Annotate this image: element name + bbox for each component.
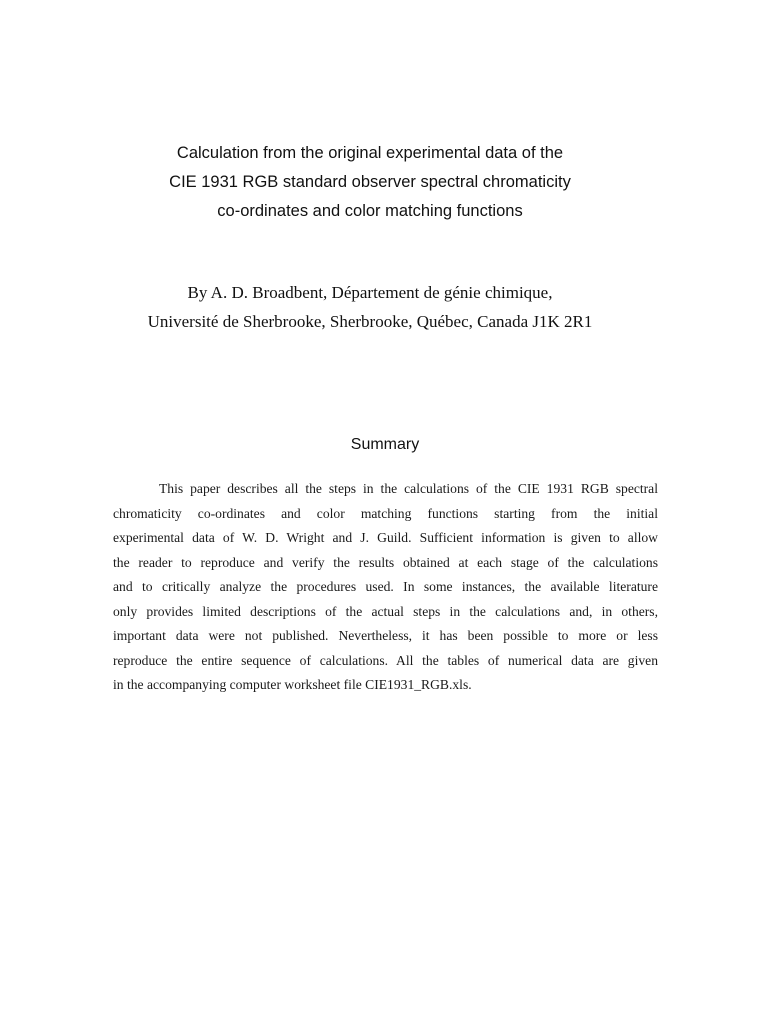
title-line-3: co-ordinates and color matching functions (217, 202, 523, 220)
summary-paragraph (113, 477, 658, 698)
summary-line: This paper describes all the steps in the calculations of the CIE 1931 RGB spectral (159, 481, 658, 496)
summary-line: important data were not published. Nevertheless, it has been possible to more or less (113, 628, 658, 643)
author-line-2: Université de Sherbrooke, Sherbrooke, Québec, Canada J1K 2R1 (147, 312, 593, 331)
summary-line: in the accompanying computer worksheet file CIE1931_RGB.xls. (113, 677, 472, 692)
paper-title (0, 139, 740, 226)
title-line-1: Calculation from the original experimental data of the (176, 144, 564, 162)
summary-line: only provides limited descriptions of the actual steps in the calculations and, in others, (113, 603, 658, 619)
author-line-1: By A. D. Broadbent, Département de génie chimique, (187, 283, 553, 302)
summary-line: reproduce the entire sequence of calculations. All the tables of numerical data are given (113, 652, 658, 668)
author-affiliation (0, 278, 740, 336)
summary-line: experimental data of W. D. Wright and J. Guild. Sufficient information is given to allow (113, 530, 658, 545)
summary-line: the reader to reproduce and verify the results obtained at each stage of the calculations (113, 554, 658, 570)
summary-heading: Summary (350, 436, 420, 453)
title-line-2: CIE 1931 RGB standard observer spectral chromaticity (169, 173, 571, 191)
summary-line: and to critically analyze the procedures used. In some instances, the available literature (113, 579, 658, 594)
summary-line: chromaticity co-ordinates and color matching functions starting from the initial (113, 505, 658, 521)
